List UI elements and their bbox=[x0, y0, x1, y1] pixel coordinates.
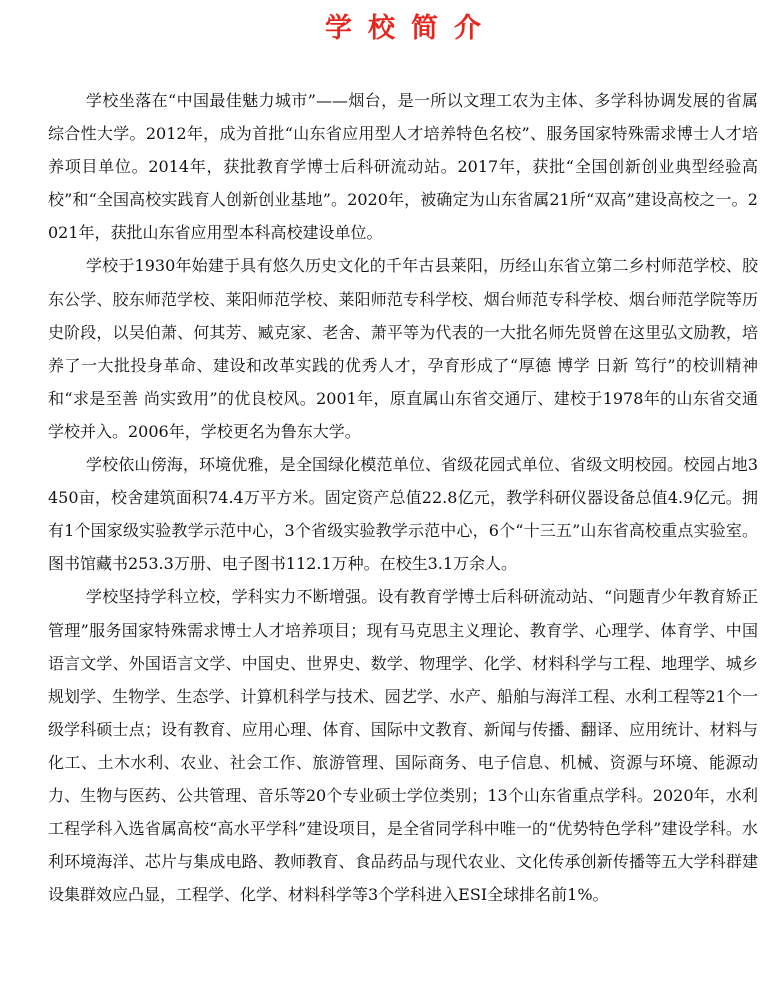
paragraph-history: 学校于1930年始建于具有悠久历史文化的千年古县莱阳，历经山东省立第二乡村师范学校、胶东公学、胶东师范学校、莱阳师范学校、莱阳师范专科学校、烟台师范专科学校、烟台师范学院等历史阶段，以吴伯萧、何其芳、臧克家、老舍、萧平等为代表的一大批名师先贤曾在这里弘文励教，培养了一大批投身革命、建设和改革实践的优秀人才，孕育形成了“厚德 博学 日新 笃行”的校训精神和“求是至善 尚实致用”的优良校风。2001年，原直属山东省交通厅、建校于1978年的山东省交通学校并入。2006年，学校更名为鲁东大学。 bbox=[48, 256, 758, 441]
paragraph-overview: 学校坐落在“中国最佳魅力城市”——烟台，是一所以文理工农为主体、多学科协调发展的省属综合性大学。2012年，成为首批“山东省应用型人才培养特色名校”、服务国家特殊需求博士人才培养项目单位。2014年，获批教育学博士后科研流动站。2017年，获批“全国创新创业典型经验高校”和“全国高校实践育人创新创业基地”。2020年，被确定为山东省属21所“双高”建设高校之一。2021年，获批山东省应用型本科高校建设单位。 bbox=[48, 91, 758, 243]
paragraph-disciplines: 学校坚持学科立校，学科实力不断增强。设有教育学博士后科研流动站、“问题青少年教育矫正管理”服务国家特殊需求博士人才培养项目；现有马克思主义理论、教育学、心理学、体育学、中国语言文学、外国语言文学、中国史、世界史、数学、物理学、化学、材料科学与工程、地理学、城乡规划学、生物学、生态学、计算机科学与技术、园艺学、水产、船舶与海洋工程、水利工程等21个一级学科硕士点；设有教育、应用心理、体育、国际中文教育、新闻与传播、翻译、应用统计、材料与化工、土木水利、农业、社会工作、旅游管理、国际商务、电子信息、机械、资源与环境、能源动力、生物与医药、公共管理、音乐等20个专业硕士学位类别；13个山东省重点学科。2020年，水利工程学科入选省属高校“高水平学科”建设项目，是全省同学科中唯一的“优势特色学科”建设学科。水利环境海洋、芯片与集成电路、教师教育、食品药品与现代农业、文化传承创新传播等五大学科群建设集群效应凸显，工程学、化学、材料科学等3个学科进入ESI全球排名前1%。 bbox=[48, 587, 758, 905]
page-title: 学校简介 bbox=[325, 13, 497, 44]
document-body bbox=[48, 84, 758, 911]
paragraph-campus: 学校依山傍海，环境优雅，是全国绿化模范单位、省级花园式单位、省级文明校园。校园占地3450亩，校舍建筑面积74.4万平方米。固定资产总值22.8亿元，教学科研仪器设备总值4.9亿元。拥有1个国家级实验教学示范中心，3个省级实验教学示范中心，6个“十三五”山东省高校重点实验室。图书馆藏书253.3万册、电子图书112.1万种。在校生3.1万余人。 bbox=[48, 455, 758, 574]
